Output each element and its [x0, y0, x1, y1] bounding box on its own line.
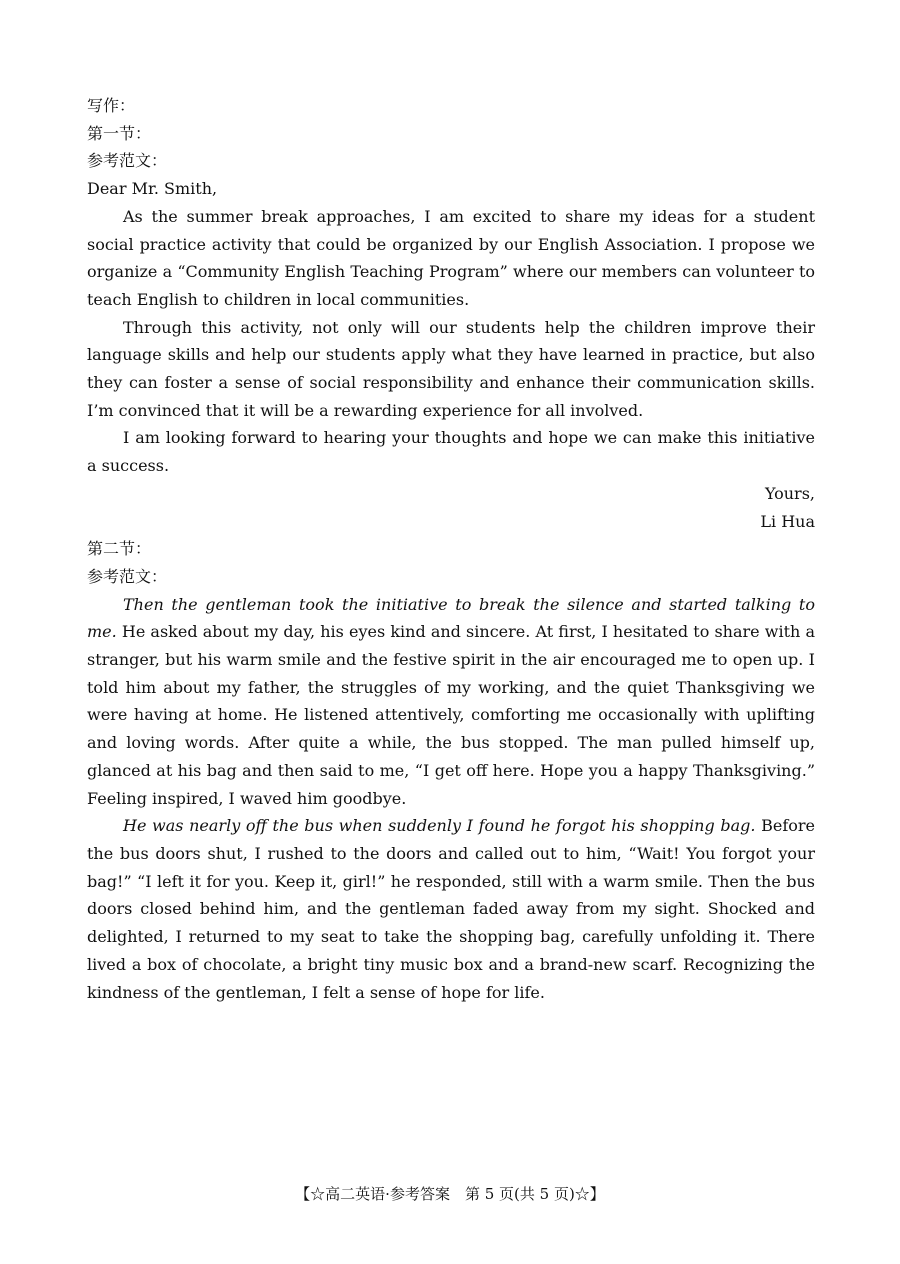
page-footer: 【☆高二英语·参考答案 第 5 页(共 5 页)☆】 [295, 1185, 605, 1203]
letter-closing: Yours, [764, 483, 815, 503]
answer-page [87, 92, 815, 1006]
story-paragraph-2-body: Before the bus doors shut, I rushed to the doors and called out to him, “Wait! You forgot your bag!” “I left it for you. Keep it, girl!” he responded, still with a warm smile. Then the bus doors closed behind him, and the gentleman faded away from my sight. Shocked and delighted, I returned to my seat to take the shopping bag, carefully unfolding it. There lived a box of chocolate, a bright tiny music box and a brand-new scarf. Recognizing the kindness of the gentleman, I felt a sense of hope for life. [87, 816, 815, 1002]
section-2-sample-label: 参考范文： [87, 566, 168, 586]
letter-paragraph-1: As the summer break approaches, I am excited to share my ideas for a student social practice activity that could be organized by our English Association. I propose we organize a “Community English Teaching Program” where our members can volunteer to teach English to children in local communities. [87, 206, 815, 309]
section-1-sample-label: 参考范文： [87, 151, 168, 171]
story-paragraph-1-lead: Then the gentleman took the initiative to break the silence and started talking to me. [87, 594, 815, 642]
section-2-title: 第二节： [87, 539, 152, 559]
story-paragraph-1 [87, 591, 815, 813]
letter-signature: Li Hua [760, 511, 815, 531]
story-paragraph-2-lead: He was nearly off the bus when suddenly I found he forgot his shopping bag. [123, 816, 756, 836]
story-paragraph-2 [87, 812, 815, 1006]
letter-paragraph-2: Through this activity, not only will our students help the children improve their language skills and help our students apply what they have learned in practice, but also they can foster a sense of social responsibility and enhance their communication skills. I’m convinced that it will be a rewarding experience for all involved. [87, 317, 815, 420]
writing-heading: 写作： [87, 96, 136, 115]
letter-paragraph-3: I am looking forward to hearing your thoughts and hope we can make this initiative a success. [87, 428, 815, 476]
letter-greeting: Dear Mr. Smith, [87, 179, 218, 199]
section-1-title: 第一节： [87, 123, 152, 143]
story-paragraph-1-body: He asked about my day, his eyes kind and sincere. At first, I hesitated to share with a stranger, but his warm smile and the festive spirit in the air encouraged me to open up. I told him about my father, the struggles of my working, and the quiet Thanksgiving we were having at home. He listened attentively, comforting me occasionally with uplifting and loving words. After quite a while, the bus stopped. The man pulled himself up, glanced at his bag and then said to me, “I get off here. Hope you a happy Thanksgiving.” Feeling inspired, I waved him goodbye. [87, 622, 815, 808]
